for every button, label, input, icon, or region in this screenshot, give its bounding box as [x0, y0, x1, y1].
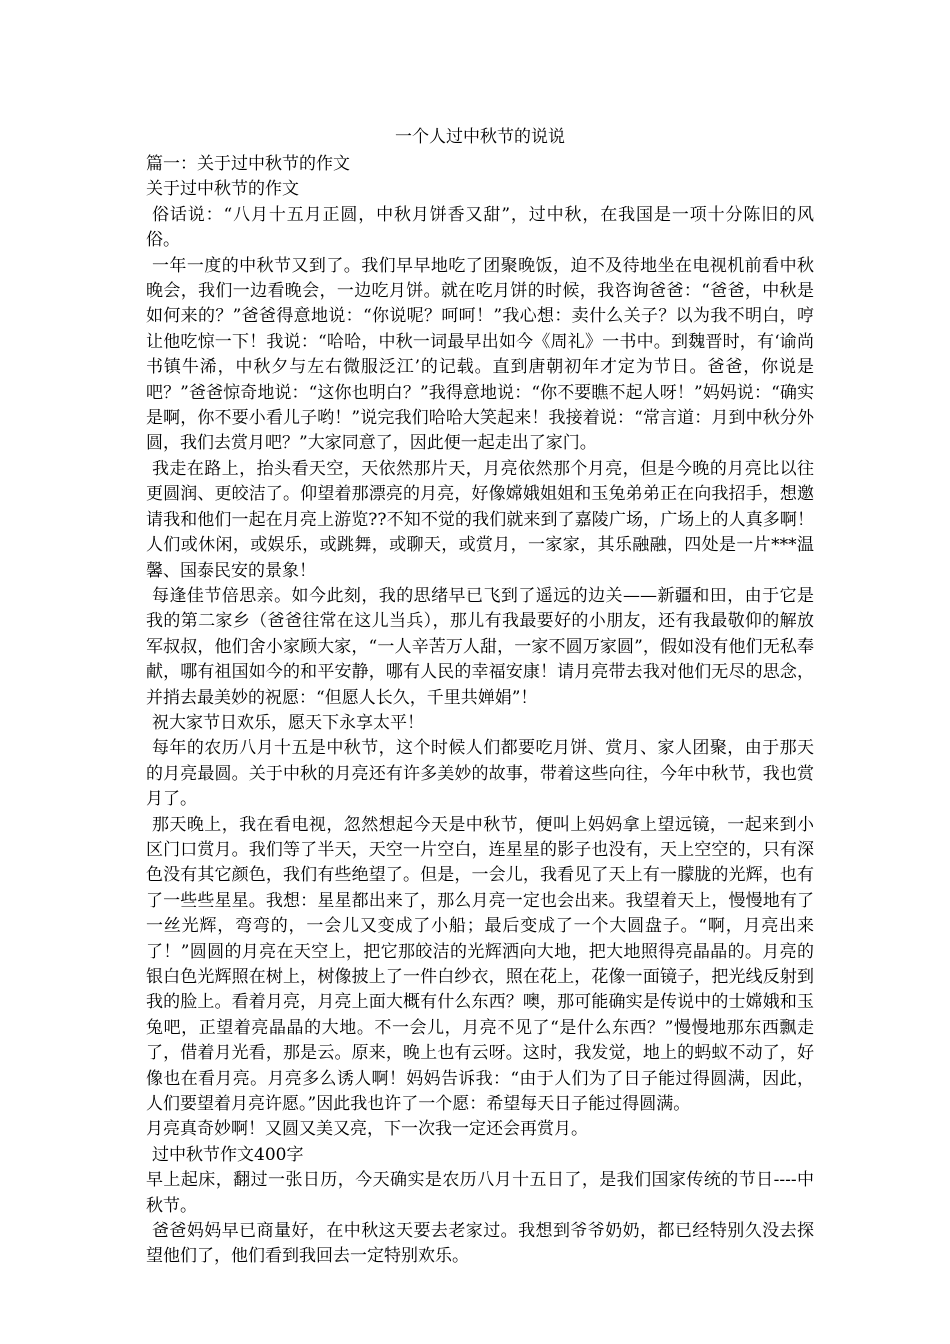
paragraph: 俗话说：“八月十五月正圆，中秋月饼香又甜”，过中秋，在我国是一项十分陈旧的风俗。: [146, 204, 814, 251]
paragraph: 祝大家节日欢乐，愿天下永享太平！: [152, 712, 424, 733]
document-page: [146, 124, 814, 1270]
paragraph: 那天晚上，我在看电视，忽然想起今天是中秋节，便叫上妈妈拿上望远镜，一起来到小区门口赏月。我们等了半天，天空一片空白，连星星的影子也没有，天上空空的，只有深色没有其它颜色，我们有些绝望了。但是，一会儿，我看见了天上有一朦胧的光辉，也有了一些些星星。我想：星星都出来了，那么月亮一定也会出来。我望着天上，慢慢地有了一丝光辉，弯弯的，一会儿又变成了小船；最后变成了一个大圆盘子。“啊，月亮出来了！”圆圆的月亮在天空上，把它那皎洁的光辉洒向大地，把大地照得亮晶晶的。月亮的银白色光辉照在树上，树像披上了一件白纱衣，照在花上，花像一面镜子，把光线反射到我的脸上。看着月亮，月亮上面大概有什么东西？噢，那可能确实是传说中的士嫦娥和玉兔吧，正望着亮晶晶的大地。不一会儿，月亮不见了“是什么东西？”慢慢地那东西飘走了，借着月光看，那是云。原来，晚上也有云呀。这时，我发觉，地上的蚂蚁不动了，好像也在看月亮。月亮多么诱人啊！妈妈告诉我：“由于人们为了日子能过得圆满，因此，人们要望着月亮许愿。”因此我也许了一个愿：希望每天日子能过得圆满。: [146, 814, 814, 1115]
paragraph: 爸爸妈妈早已商量好，在中秋这天要去老家过。我想到爷爷奶奶，都已经特别久没去探望他们了，他们看到我回去一定特别欢乐。: [146, 1221, 814, 1267]
paragraph: 每年的农历八月十五是中秋节，这个时候人们都要吃月饼、赏月、家人团聚，由于那天的月亮最圆。关于中秋的月亮还有许多美妙的故事，带着这些向往，今年中秋节，我也赏月了。: [146, 738, 814, 810]
paragraph-heading-1: 篇一：关于过中秋节的作文: [146, 154, 350, 174]
paragraph: 月亮真奇妙啊！又圆又美又亮，下一次我一定还会再赏月。: [146, 1119, 588, 1140]
document-title: 一个人过中秋节的说说: [395, 127, 565, 147]
paragraph: 每逢佳节倍思亲。如今此刻，我的思绪早已飞到了遥远的边关——新疆和田，由于它是我的第二家乡（爸爸往常在这儿当兵），那儿有我最要好的小朋友，还有我最敬仰的解放军叔叔，他们舍小家顾大家，“一人辛苦万人甜，一家不圆万家圆”，假如没有他们无私奉献，哪有祖国如今的和平安静，哪有人民的幸福安康！请月亮带去我对他们无尽的思念，并捎去最美妙的祝愿：“但愿人长久，千里共婵娟”！: [146, 585, 814, 708]
paragraph-heading-3: 过中秋节作文400字: [152, 1144, 304, 1165]
paragraph-heading-2: 关于过中秋节的作文: [146, 179, 299, 200]
paragraph: 我走在路上，抬头看天空，天依然那片天，月亮依然那个月亮，但是今晚的月亮比以往更圆润、更皎洁了。仰望着那漂亮的月亮，好像嫦娥姐姐和玉兔弟弟正在向我招手，想邀请我和他们一起在月亮上游览??不知不觉的我们就来到了嘉陵广场，广场上的人真多啊！人们或休闲，或娱乐，或跳舞，或聊天，或赏月，一家家，其乐融融，四处是一片***温馨、国泰民安的景象！: [146, 458, 814, 581]
paragraph: 早上起床，翻过一张日历，今天确实是农历八月十五日了，是我们国家传统的节日----中秋节。: [146, 1170, 814, 1216]
paragraph: 一年一度的中秋节又到了。我们早早地吃了团聚晚饭，迫不及待地坐在电视机前看中秋晚会，我们一边看晚会，一边吃月饼。就在吃月饼的时候，我咨询爸爸：“爸爸，中秋是如何来的？”爸爸得意地说：“你说呢？呵呵！”我心想：卖什么关子？以为我不明白，哼让他吃惊一下！我说：“哈哈，中秋一词最早出如今《周礼》一书中。到魏晋时，有‘谕尚书镇牛浠，中秋夕与左右微服泛江’的记载。直到唐朝初年才定为节日。爸爸，你说是吧？”爸爸惊奇地说：“这你也明白？”我得意地说：“你不要瞧不起人呀！”妈妈说：“确实是啊，你不要小看儿子哟！”说完我们哈哈大笑起来！我接着说：“常言道：月到中秋分外圆，我们去赏月吧？”大家同意了，因此便一起走出了家门。: [146, 255, 814, 454]
